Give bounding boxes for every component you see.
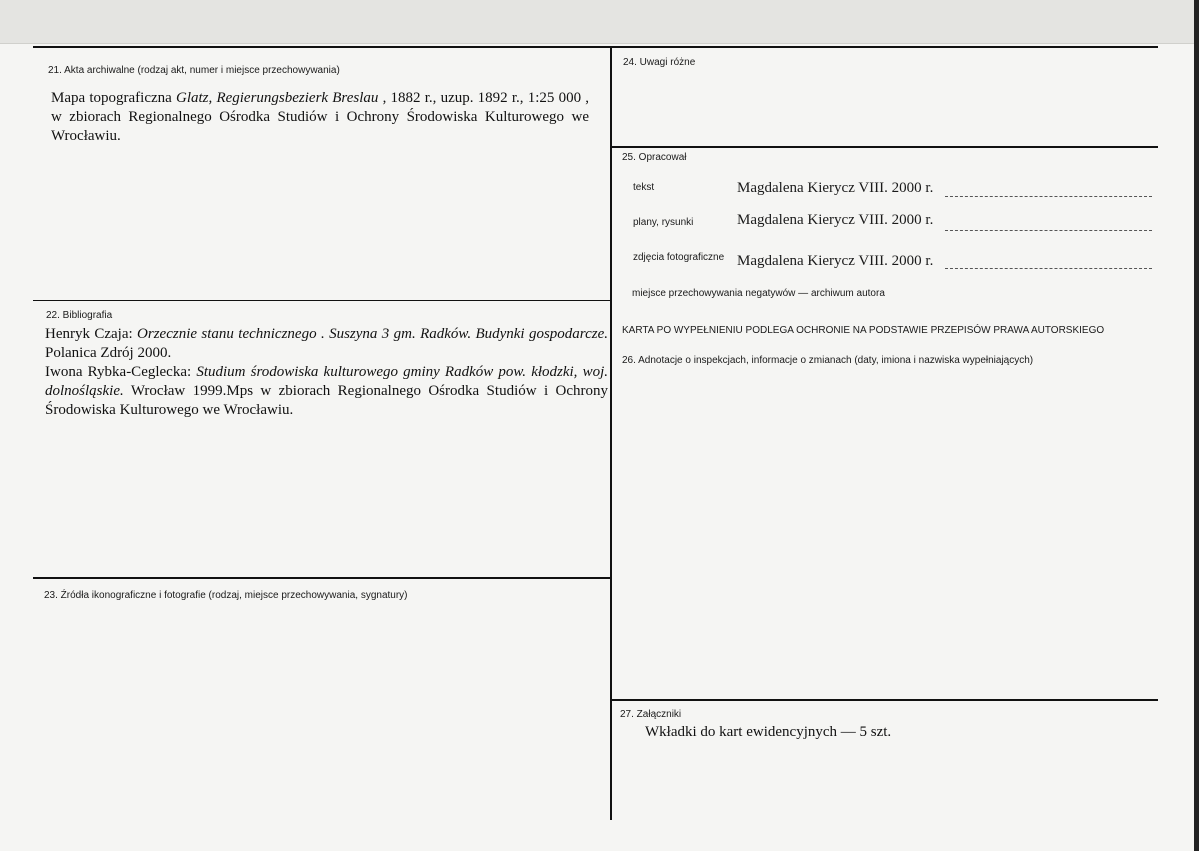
rule-26-27 xyxy=(611,699,1158,701)
entry1-place: Polanica Zdrój 2000. xyxy=(45,345,172,361)
rule-24-25 xyxy=(611,146,1158,148)
bibliography-entry-1 xyxy=(45,325,608,363)
scan-top-margin xyxy=(0,0,1199,44)
form-page xyxy=(0,44,1199,851)
section-27-label: 27. Załączniki xyxy=(620,709,682,720)
negatives-location: miejsce przechowywania negatywów — archiwum autora xyxy=(632,288,885,299)
section-22-label: 22. Bibliografia xyxy=(46,310,113,321)
section-24-label: 24. Uwagi różne xyxy=(623,57,696,68)
scan-edge xyxy=(1194,0,1199,851)
opracowal-row-2-value: Magdalena Kierycz VIII. 2000 r. xyxy=(737,212,934,228)
map-text-a: Mapa topograficzna xyxy=(51,90,176,106)
entry2-title: Studium środowiska kulturowego gminy Radków pow. kłodzki, woj. dolnośląskie. xyxy=(45,364,608,399)
rule-22-23 xyxy=(33,577,611,579)
attachments-text: Wkładki do kart ewidencyjnych — 5 szt. xyxy=(645,724,892,740)
section-21-content xyxy=(51,89,589,146)
entry1-title: Orzecznie stanu technicznego . Suszyna 3 gm. Radków. Budynki gospodarcze. xyxy=(137,326,608,342)
section-21-label: 21. Akta archiwalne (rodzaj akt, numer i miejsce przechowywania) xyxy=(48,65,340,76)
section-25-label: 25. Opracował xyxy=(622,152,687,163)
section-23-label: 23. Źródła ikonograficzne i fotografie (rodzaj, miejsce przechowywania, sygnatury) xyxy=(44,590,408,601)
map-text-c: , 1882 r., uzup. 1892 r., 1:25 000 , w zbiorach Regionalnego Ośrodka Studiów i Ochrony Środowiska Kulturowego we Wrocławiu. xyxy=(51,90,590,144)
rule-21-22 xyxy=(33,300,611,301)
center-divider xyxy=(610,46,612,820)
opracowal-row-3-dots xyxy=(945,268,1152,269)
opracowal-row-3-label: zdjęcia fotograficzne xyxy=(633,252,725,263)
opracowal-row-1-value: Magdalena Kierycz VIII. 2000 r. xyxy=(737,180,934,196)
opracowal-row-3-value: Magdalena Kierycz VIII. 2000 r. xyxy=(737,253,934,269)
opracowal-row-1-dots xyxy=(945,196,1152,197)
opracowal-row-2-dots xyxy=(945,230,1152,231)
map-title: Glatz, Regierungsbezierk Breslau xyxy=(176,90,379,106)
bibliography-entry-2 xyxy=(45,363,608,420)
top-rule xyxy=(33,46,1158,48)
copyright-notice: KARTA PO WYPEŁNIENIU PODLEGA OCHRONIE NA PODSTAWIE PRZEPISÓW PRAWA AUTORSKIEGO xyxy=(622,325,1105,336)
entry2-place: Wrocław 1999.Mps w zbiorach Regionalnego Ośrodka Studiów i Ochrony Środowiska Kulturowego we Wrocławiu. xyxy=(45,383,608,418)
entry2-author: Iwona Rybka-Ceglecka: xyxy=(45,364,197,380)
section-26-label: 26. Adnotacje o inspekcjach, informacje o zmianach (daty, imiona i nazwiska wypełniających) xyxy=(622,355,1034,366)
entry1-author: Henryk Czaja: xyxy=(45,326,138,342)
opracowal-row-1-label: tekst xyxy=(633,182,655,193)
opracowal-row-2-label: plany, rysunki xyxy=(633,217,694,228)
